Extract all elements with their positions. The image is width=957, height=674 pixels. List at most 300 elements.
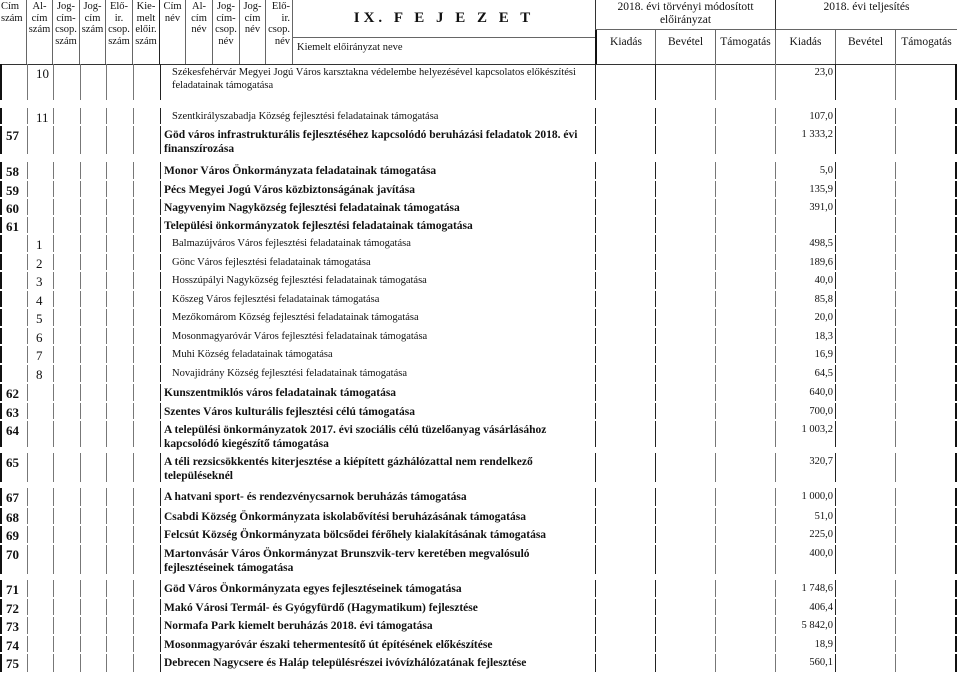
row-left-border: [0, 162, 2, 179]
table-row: [0, 328, 957, 346]
kiemelt-eloiranyzat-neve: Felcsút Község Önkormányzata bölcsődei férőhely kialakításának támogatása: [164, 529, 547, 541]
header-label-line: cím-: [216, 12, 236, 24]
column-divider: [80, 254, 81, 270]
column-divider: [27, 254, 28, 270]
column-divider: [80, 272, 81, 289]
table-row: [0, 309, 957, 328]
column-divider: [835, 654, 836, 672]
teljesites-kiadas-value: 64,5: [814, 368, 833, 379]
row-left-border: [0, 526, 2, 543]
header-teljesites-bevetel: Bevétel: [835, 30, 895, 64]
header-label-line: Jog-: [56, 1, 76, 12]
column-divider: [655, 162, 656, 179]
cim-szam: 67: [6, 490, 19, 505]
row-left-border: [0, 508, 2, 524]
column-divider: [595, 384, 596, 401]
kiemelt-eloiranyzat-neve: Szentes Város kulturális fejlesztési célú támogatása: [164, 406, 415, 418]
column-divider: [655, 488, 656, 506]
table-row: [0, 654, 957, 674]
column-divider: [160, 508, 161, 524]
kiemelt-eloiranyzat-neve: Mosonmagyaróvár Város fejlesztési feladatainak támogatása: [172, 331, 428, 342]
cim-szam: 72: [6, 601, 19, 616]
teljesites-kiadas-value: 40,0: [814, 275, 833, 286]
table-row: [0, 617, 957, 636]
column-divider: [595, 580, 596, 597]
column-divider: [53, 291, 54, 307]
column-divider: [160, 580, 161, 597]
column-divider: [106, 217, 107, 233]
column-divider: [133, 346, 134, 363]
column-divider: [53, 453, 54, 482]
header-jogcimcsop-nev: [213, 0, 240, 64]
column-divider: [715, 384, 716, 401]
column-divider: [895, 365, 896, 382]
column-divider: [133, 488, 134, 506]
column-divider: [106, 328, 107, 344]
kiemelt-eloiranyzat-neve: A hatvani sport- és rendezvénycsarnok beruházás támogatása: [164, 491, 467, 503]
column-divider: [895, 291, 896, 307]
column-divider: [835, 526, 836, 543]
column-divider: [53, 384, 54, 401]
column-divider: [27, 617, 28, 634]
column-divider: [106, 384, 107, 401]
column-divider: [715, 272, 716, 289]
column-divider: [133, 291, 134, 307]
column-divider: [655, 365, 656, 382]
column-divider: [835, 488, 836, 506]
header-label-line: csop.: [215, 24, 237, 35]
column-divider: [595, 199, 596, 215]
chapter-title: IX. F E J E Z E T: [293, 0, 595, 38]
column-divider: [835, 384, 836, 401]
row-left-border: [0, 346, 2, 363]
column-divider: [133, 580, 134, 597]
column-divider: [53, 254, 54, 270]
header-label-line: név: [274, 35, 290, 47]
column-divider: [595, 617, 596, 634]
row-left-border: [0, 291, 2, 307]
header-jogcimcsop-szam: [53, 0, 80, 64]
column-divider: [133, 181, 134, 197]
column-divider: [53, 654, 54, 672]
column-divider: [80, 126, 81, 154]
column-divider: [27, 545, 28, 574]
column-divider: [160, 654, 161, 672]
table-header: [0, 0, 957, 65]
column-divider: [53, 636, 54, 652]
column-divider: [133, 526, 134, 543]
row-left-border: [0, 235, 2, 252]
kiemelt-eloiranyzat-neve: Göd város infrastrukturális fejlesztéséhez kapcsolódó beruházási feladatok 2018. évi finanszírozása: [164, 129, 578, 155]
column-divider: [27, 217, 28, 233]
row-left-border: [0, 403, 2, 419]
kiemelt-eloiranyzat-neve: Muhi Község feladatainak támogatása: [172, 349, 333, 360]
column-divider: [27, 291, 28, 307]
column-divider: [27, 599, 28, 615]
column-divider: [835, 162, 836, 179]
header-alcim-szam: [27, 0, 53, 64]
header-label-line: szám: [1, 12, 23, 24]
kiemelt-eloiranyzat-neve: Székesfehérvár Megyei Jogú Város karsztakna védelembe helyezésével kapcsolatos előkészítési feladatainak támogatása: [172, 67, 576, 91]
column-divider: [53, 217, 54, 233]
column-divider: [27, 199, 28, 215]
column-divider: [160, 365, 161, 382]
column-divider: [715, 508, 716, 524]
column-divider: [27, 64, 28, 100]
teljesites-kiadas-value: 107,0: [809, 111, 833, 122]
column-divider: [53, 64, 54, 100]
column-divider: [655, 328, 656, 344]
column-divider: [80, 291, 81, 307]
table-row: [0, 64, 957, 102]
header-label-line: előir.: [135, 24, 157, 35]
column-divider: [715, 421, 716, 447]
column-divider: [160, 126, 161, 154]
column-divider: [160, 403, 161, 419]
column-divider: [133, 254, 134, 270]
kiemelt-eloiranyzat-neve: Csabdi Község Önkormányzata iskolabővítési beruházásának támogatása: [164, 511, 526, 523]
table-row: [0, 384, 957, 403]
column-divider: [595, 453, 596, 482]
column-divider: [835, 365, 836, 382]
header-label-line: Cím: [163, 1, 182, 12]
column-divider: [895, 617, 896, 634]
column-divider: [27, 272, 28, 289]
column-divider: [835, 199, 836, 215]
header-label-line: csop.: [55, 24, 77, 35]
column-divider: [27, 488, 28, 506]
teljesites-kiadas-value: 225,0: [809, 529, 833, 540]
cim-szam: 69: [6, 528, 19, 543]
alcim-szam: 6: [36, 330, 43, 345]
teljesites-kiadas-value: 20,0: [814, 312, 833, 323]
teljesites-kiadas-value: 23,0: [814, 67, 833, 78]
column-divider: [715, 254, 716, 270]
column-divider: [80, 365, 81, 382]
cim-szam: 62: [6, 386, 19, 401]
header-jogcim-nev: [240, 0, 266, 64]
column-divider: [895, 328, 896, 344]
table-row: [0, 108, 957, 126]
column-divider: [133, 199, 134, 215]
alcim-szam: 7: [36, 348, 43, 363]
header-label-line: név: [164, 12, 181, 24]
cim-szam: 59: [6, 183, 19, 198]
header-label-line: Elő-: [109, 1, 129, 12]
column-divider: [53, 162, 54, 179]
column-divider: [27, 636, 28, 652]
header-label-line: ir.: [281, 12, 290, 24]
column-divider: [835, 346, 836, 363]
column-divider: [715, 617, 716, 634]
column-divider: [715, 217, 716, 233]
column-divider: [106, 64, 107, 100]
kiemelt-eloiranyzat-neve: Hosszúpályi Nagyközség fejlesztési feladatainak támogatása: [172, 275, 427, 286]
row-left-border: [0, 365, 2, 382]
column-divider: [835, 126, 836, 154]
column-divider: [715, 162, 716, 179]
column-divider: [27, 508, 28, 524]
cim-szam: 71: [6, 582, 19, 597]
column-divider: [133, 508, 134, 524]
teljesites-kiadas-value: 85,8: [814, 294, 833, 305]
table-row: [0, 580, 957, 599]
column-divider: [655, 291, 656, 307]
table-row: [0, 126, 957, 156]
row-left-border: [0, 654, 2, 672]
column-divider: [80, 526, 81, 543]
column-divider: [53, 346, 54, 363]
column-divider: [655, 421, 656, 447]
row-left-border: [0, 453, 2, 482]
column-divider: [80, 545, 81, 574]
column-divider: [595, 421, 596, 447]
column-divider: [835, 421, 836, 447]
column-divider: [133, 421, 134, 447]
column-divider: [133, 162, 134, 179]
column-divider: [106, 599, 107, 615]
column-divider: [595, 599, 596, 615]
header-modositott-bevetel: Bevétel: [655, 30, 715, 64]
cim-szam: 65: [6, 455, 19, 470]
column-divider: [835, 235, 836, 252]
column-divider: [595, 636, 596, 652]
column-divider: [715, 126, 716, 154]
column-divider: [835, 217, 836, 233]
column-divider: [160, 272, 161, 289]
teljesites-kiadas-value: 16,9: [814, 349, 833, 360]
column-divider: [595, 526, 596, 543]
column-divider: [160, 235, 161, 252]
column-divider: [160, 108, 161, 124]
column-divider: [53, 599, 54, 615]
column-divider: [835, 328, 836, 344]
column-divider: [835, 580, 836, 597]
row-left-border: [0, 580, 2, 597]
kiemelt-eloiranyzat-neve: Göd Város Önkormányzata egyes fejlesztéseinek támogatása: [164, 583, 462, 595]
column-divider: [595, 508, 596, 524]
column-divider: [106, 126, 107, 154]
column-divider: [895, 384, 896, 401]
column-divider: [160, 636, 161, 652]
column-divider: [160, 217, 161, 233]
column-divider: [53, 421, 54, 447]
column-divider: [655, 346, 656, 363]
column-divider: [80, 508, 81, 524]
column-divider: [80, 403, 81, 419]
teljesites-kiadas-value: 1 748,6: [801, 583, 833, 594]
column-divider: [80, 108, 81, 124]
header-label-line: név: [191, 24, 207, 35]
header-label-line: cím: [84, 12, 101, 24]
column-divider: [133, 545, 134, 574]
column-divider: [106, 108, 107, 124]
row-left-border: [0, 636, 2, 652]
column-divider: [835, 599, 836, 615]
row-left-border: [0, 217, 2, 233]
column-divider: [53, 365, 54, 382]
header-teljesites-tamogatas: Támogatás: [895, 30, 957, 64]
column-divider: [80, 181, 81, 197]
column-divider: [835, 309, 836, 326]
kiemelt-eloiranyzat-neve: Debrecen Nagycsere és Haláp településrészei ivóvízhálózatának fejlesztése: [164, 657, 527, 669]
column-divider: [595, 162, 596, 179]
column-divider: [655, 403, 656, 419]
column-divider: [160, 421, 161, 447]
column-divider: [595, 217, 596, 233]
header-label-line: cím: [191, 12, 207, 24]
column-divider: [655, 526, 656, 543]
column-divider: [133, 309, 134, 326]
column-divider: [715, 328, 716, 344]
column-divider: [160, 181, 161, 197]
teljesites-kiadas-value: 640,0: [809, 387, 833, 398]
column-divider: [133, 617, 134, 634]
column-divider: [715, 545, 716, 574]
column-divider: [160, 617, 161, 634]
column-divider: [655, 199, 656, 215]
column-divider: [895, 126, 896, 154]
column-divider: [27, 403, 28, 419]
column-divider: [715, 453, 716, 482]
table-row: [0, 636, 957, 654]
alcim-szam: 3: [36, 274, 43, 289]
table-row: [0, 508, 957, 526]
teljesites-kiadas-value: 1 000,0: [801, 491, 833, 502]
row-left-border: [0, 617, 2, 634]
column-divider: [715, 235, 716, 252]
table-row: [0, 346, 957, 365]
column-divider: [595, 181, 596, 197]
kiemelt-eloiranyzat-neve: Települési önkormányzatok fejlesztési feladatainak támogatása: [164, 220, 473, 232]
column-divider: [160, 545, 161, 574]
cim-szam: 68: [6, 510, 19, 525]
alcim-szam: 8: [36, 367, 43, 382]
column-divider: [160, 309, 161, 326]
column-divider: [80, 654, 81, 672]
column-divider: [160, 291, 161, 307]
header-eloir-csop-szam: [106, 0, 133, 64]
row-left-border: [0, 309, 2, 326]
column-divider: [80, 384, 81, 401]
cim-szam: 57: [6, 128, 19, 143]
cim-szam: 61: [6, 219, 19, 234]
table-row: [0, 488, 957, 508]
header-label-line: név: [244, 24, 261, 35]
header-label-line: Al-: [192, 1, 206, 12]
column-divider: [160, 599, 161, 615]
column-divider: [595, 545, 596, 574]
kiemelt-eloiranyzat-neve: Mezőkomárom Község fejlesztési feladatainak támogatása: [172, 312, 419, 323]
column-divider: [53, 508, 54, 524]
header-modositott-kiadas: Kiadás: [595, 30, 655, 64]
column-divider: [835, 181, 836, 197]
header-label-line: név: [218, 35, 234, 47]
column-divider: [133, 126, 134, 154]
teljesites-kiadas-value: 5 842,0: [801, 620, 833, 631]
column-divider: [715, 181, 716, 197]
column-divider: [27, 365, 28, 382]
teljesites-kiadas-value: 700,0: [809, 406, 833, 417]
kiemelt-eloiranyzat-neve: A téli rezsicsökkentés kiterjesztése a kiépített gázhálózattal nem rendelkező településeknél: [164, 456, 533, 482]
column-divider: [895, 108, 896, 124]
column-divider: [53, 403, 54, 419]
table-row: [0, 217, 957, 235]
kiemelt-eloiranyzat-neve: Makó Városi Termál- és Gyógyfürdő (Hagymatikum) fejlesztése: [164, 602, 478, 614]
column-divider: [595, 403, 596, 419]
header-kiemelt-eloir-szam: [133, 0, 160, 64]
column-divider: [80, 617, 81, 634]
column-divider: [835, 636, 836, 652]
kiemelt-eloiranyzat-neve: Martonvásár Város Önkormányzat Brunszvik-terv keretében megvalósuló fejlesztéseinek támogatása: [164, 548, 530, 574]
column-divider: [835, 272, 836, 289]
column-divider: [27, 421, 28, 447]
column-divider: [655, 181, 656, 197]
column-divider: [133, 403, 134, 419]
column-divider: [655, 617, 656, 634]
column-divider: [655, 235, 656, 252]
alcim-szam: 11: [36, 110, 49, 125]
header-modositott-tamogatas: Támogatás: [715, 30, 775, 64]
table-row: [0, 162, 957, 181]
column-divider: [835, 108, 836, 124]
column-divider: [895, 346, 896, 363]
header-label-line: cím-: [56, 12, 76, 24]
column-divider: [835, 545, 836, 574]
table-row: [0, 453, 957, 484]
header-label-line: cím: [31, 12, 48, 24]
header-label-line: cím: [244, 12, 261, 24]
column-divider: [715, 488, 716, 506]
header-label-line: Al-: [32, 1, 47, 12]
teljesites-kiadas-value: 18,3: [814, 331, 833, 342]
row-left-border: [0, 328, 2, 344]
column-divider: [106, 526, 107, 543]
row-left-border: [0, 384, 2, 401]
column-divider: [835, 508, 836, 524]
column-divider: [53, 272, 54, 289]
header-label-line: Jog-: [243, 1, 262, 12]
alcim-szam: 4: [36, 293, 43, 308]
column-divider: [106, 488, 107, 506]
column-divider: [53, 545, 54, 574]
table-row: [0, 403, 957, 421]
column-divider: [835, 453, 836, 482]
column-divider: [160, 254, 161, 270]
column-divider: [106, 654, 107, 672]
column-divider: [80, 217, 81, 233]
column-divider: [715, 199, 716, 215]
row-left-border: [0, 421, 2, 447]
header-label-line: Jog-: [83, 1, 102, 12]
teljesites-kiadas-value: 51,0: [814, 511, 833, 522]
column-divider: [595, 126, 596, 154]
column-divider: [895, 309, 896, 326]
cim-szam: 74: [6, 638, 19, 653]
cim-szam: 64: [6, 423, 19, 438]
header-label-line: szám: [81, 24, 104, 35]
header-label-line: Jog-: [216, 1, 236, 12]
header-label-line: szám: [108, 35, 130, 47]
column-divider: [895, 272, 896, 289]
header-label-line: csop.: [108, 24, 130, 35]
column-divider: [106, 309, 107, 326]
header-alcim-nev: [186, 0, 213, 64]
column-divider: [895, 181, 896, 197]
column-divider: [106, 199, 107, 215]
column-divider: [775, 217, 776, 233]
column-divider: [835, 254, 836, 270]
